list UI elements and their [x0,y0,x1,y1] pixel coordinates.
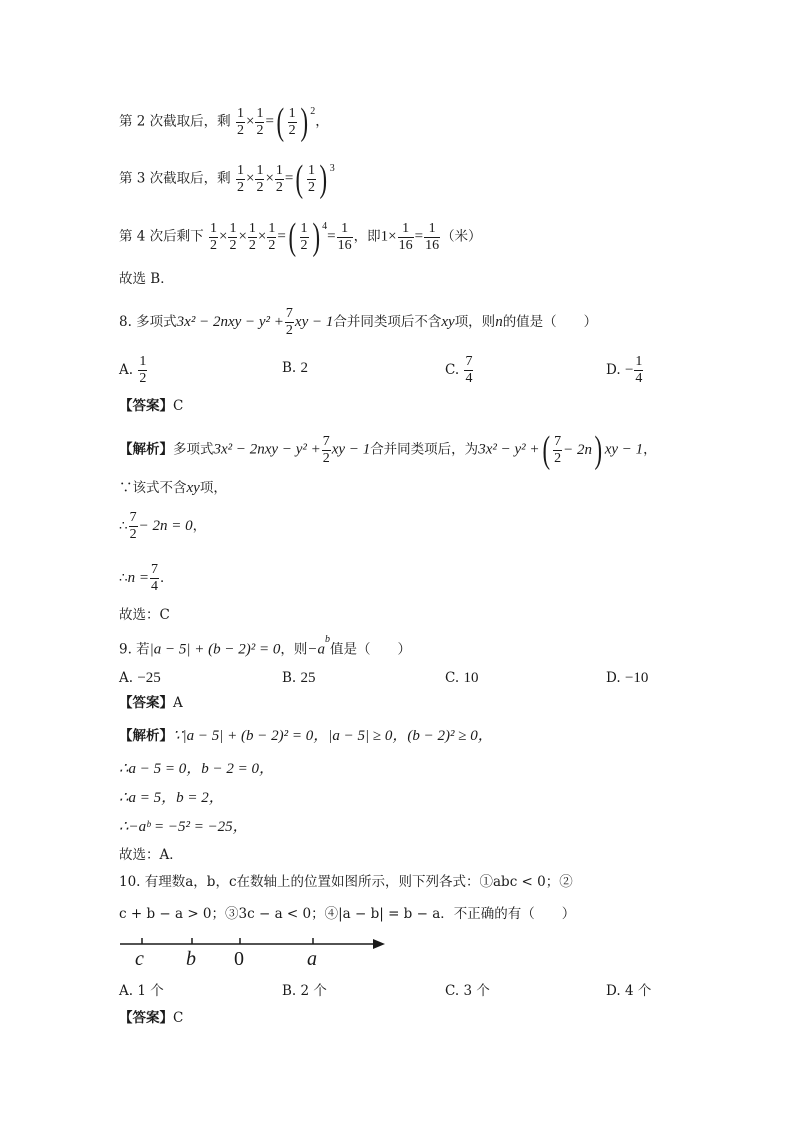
q8-therefore-1: ∴ $\frac{7}{2}$ − 2n = 0， [119,510,207,542]
q8-answer: 【答案】C [119,398,184,414]
q8-stem: 8. 多项式3x² − 2nxy − y² + $\frac{7}{2}$ xy − 1合并同类项后不含xy项，则n的值是（ ） [119,306,598,338]
q8-choice: 故选：C [119,607,170,623]
q9-option-c: C. 10 [445,670,479,686]
number-line-arrow [373,939,385,949]
q10-stem-line1: 10. 有理数a，b，c在数轴上的位置如图所示，则下列各式：①abc < 0；② [119,874,573,890]
q9-stem: 9. 若|a − 5| + (b − 2)² = 0，则$-a^b$值是（ ） [119,634,412,658]
q8-option-b: B. 2 [282,360,309,376]
q9-answer: 【答案】A [119,695,183,711]
q10-option-b: B. 2 个 [282,983,327,999]
q7-choice: 故选 B． [119,271,174,287]
q9-choice: 故选：A． [119,847,183,863]
q10-option-c: C. 3 个 [445,983,490,999]
q7-step3-prefix: 第 3 次截取后，剩 [119,170,231,187]
q8-therefore-2: ∴n = $\frac{7}{4}$ ． [119,562,174,594]
q8-option-d: D. − $\frac{1}{4}$ [606,354,643,386]
q9-option-d: D. −10 [606,670,649,686]
q7-step2-prefix: 第 2 次截取后，剩 [119,113,231,130]
q8-option-c: C. $\frac{7}{4}$ [445,354,473,386]
exponent: 2 [310,106,316,117]
q7-step3-line: 第 3 次截取后，剩 $\frac{1}{2}$ × $\frac{1}{2}$ × $\frac{1}{2}$ = ( $\frac{1}{2}$ ) $^3$ [119,158,335,200]
fraction-half: $\frac{1}{2}$ [236,105,244,138]
q7-step4-prefix: 第 4 次后剩下 [119,228,204,245]
axis-label-a: a [307,948,317,970]
q7-step4-line: 第 4 次后剩下 $\frac{1}{2}$ × $\frac{1}{2}$ × $\frac{1}{2}$ × $\frac{1}{2}$ = ( $\frac{1}{2}$ ) $^4$= $\frac{1}{16}$ ，即1× $\frac{1}{16}$ = $\frac{1}{16}$ （米） [119,216,482,258]
fraction-half: $\frac{1}{2}$ [256,105,264,138]
q9-option-a: A. −25 [119,670,161,686]
q9-option-b: B. 25 [282,670,316,686]
axis-label-0: 0 [234,948,244,970]
q9-analysis-line4: ∴−aᵇ = −5² = −25， [119,819,248,835]
axis-label-b: b [186,948,196,970]
number-line [115,930,395,954]
q8-because: ∵该式不含xy项， [119,480,227,496]
q10-stem-line2: c + b − a > 0；③3c − a < 0；④|a − b| = b − a．不正确的有（ ） [119,906,576,922]
q10-option-a: A. 1 个 [119,983,164,999]
exponent: 3 [329,163,335,174]
q10-answer: 【答案】C [119,1010,184,1026]
q9-analysis-line2: ∴a − 5 = 0，b − 2 = 0， [119,761,275,777]
q8-option-a: A. $\frac{1}{2}$ [119,354,147,386]
axis-label-c: c [135,948,144,970]
q9-analysis-line1: 【解析】∵|a − 5| + (b − 2)² = 0，|a − 5| ≥ 0，(b − 2)² ≥ 0， [119,728,493,744]
q9-analysis-line3: ∴a = 5，b = 2， [119,790,224,806]
paren-half: ( $\frac{1}{2}$ ) [276,101,308,143]
q10-option-d: D. 4 个 [606,983,652,999]
q7-step2-line: 第 2 次截取后，剩 $\frac{1}{2}$ × $\frac{1}{2}$ = ( $\frac{1}{2}$ ) $^2$， [119,101,329,143]
q8-analysis: 【解析】多项式3x² − 2nxy − y² + $\frac{7}{2}$ xy − 1合并同类项后，为3x² − y² + ( $\frac{7}{2}$ − 2n ) xy − 1， [119,429,657,471]
